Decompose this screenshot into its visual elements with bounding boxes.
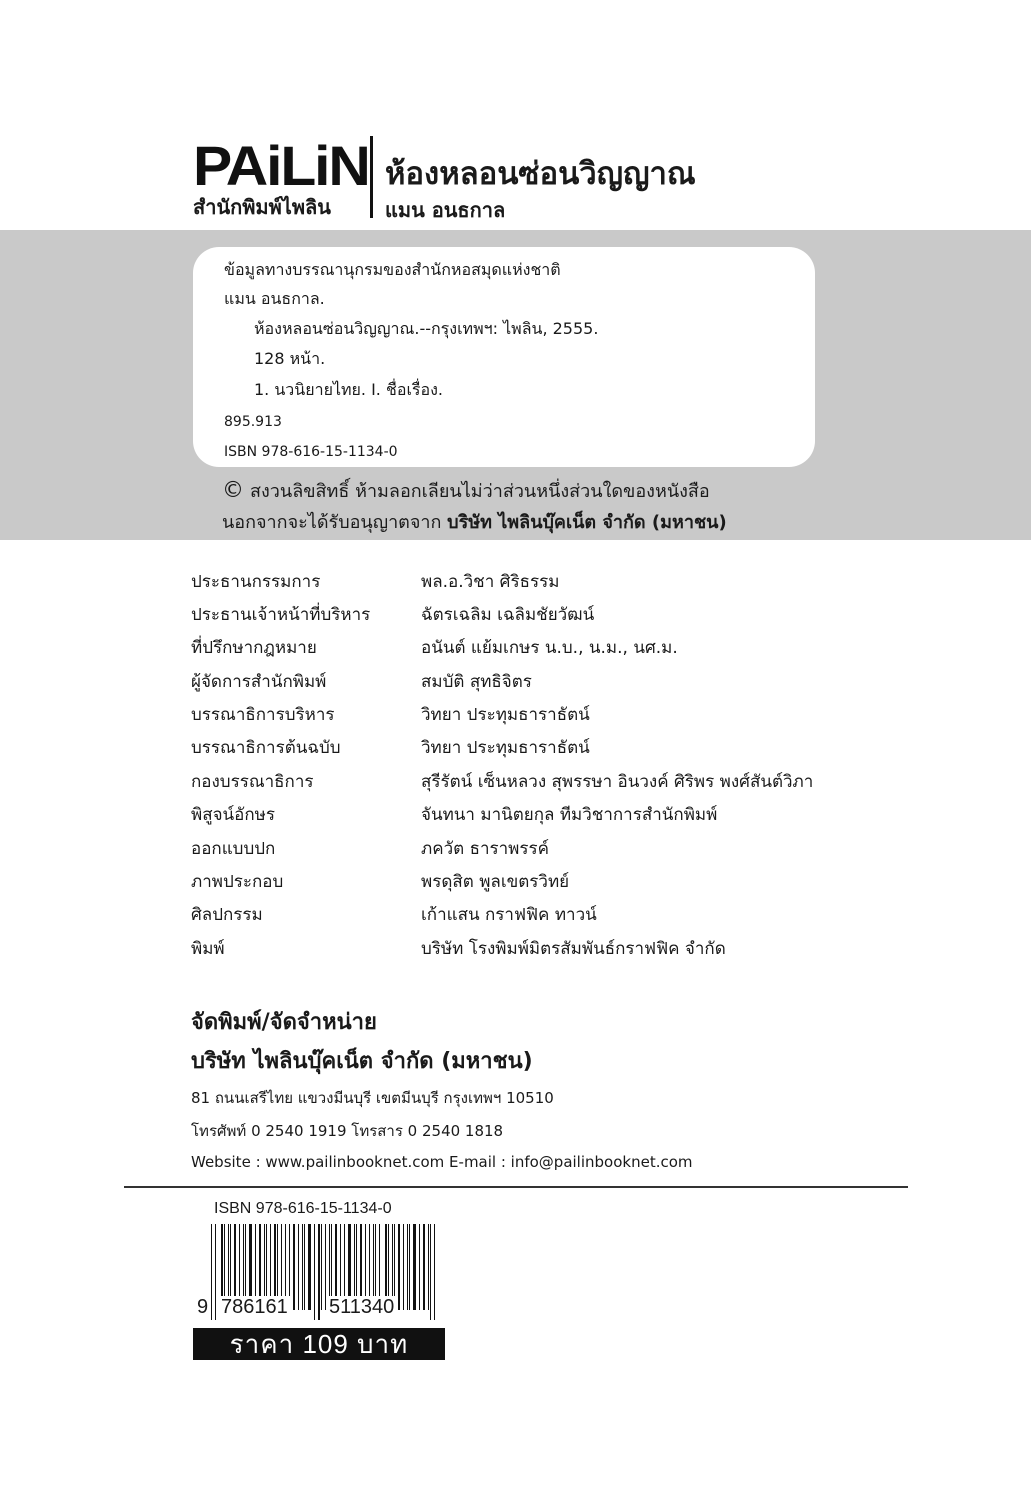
barcode-bar: [413, 1224, 416, 1310]
cip-pages: 128 หน้า.: [254, 349, 326, 368]
barcode-isbn-label: ISBN 978-616-15-1134-0: [214, 1200, 392, 1217]
publisher-address: 81 ถนนเสรีไทย แขวงมีนบุรี เขตมีนบุรี กรุงเทพฯ 10510: [191, 1089, 554, 1107]
staff-role: บรรณาธิการต้นฉบับ: [191, 738, 341, 758]
cip-author: แมน อนธกาล.: [224, 289, 325, 308]
header-divider: [370, 136, 373, 218]
barcode-bar: [298, 1224, 299, 1310]
section-divider: [124, 1186, 908, 1188]
copyright-line-2: [222, 511, 727, 535]
cip-classification: 895.913: [224, 414, 282, 430]
staff-role: ประธานเจ้าหน้าที่บริหาร: [191, 605, 371, 625]
barcode-bar: [419, 1224, 420, 1310]
barcode-bar: [293, 1224, 295, 1310]
cip-box: [193, 247, 815, 467]
barcode-bar: [430, 1224, 431, 1320]
copyright-symbol: ©: [222, 478, 244, 503]
barcode-bar: [325, 1224, 326, 1310]
staff-role: กองบรรณาธิการ: [191, 772, 314, 792]
book-author: แมน อนธกาล: [385, 198, 506, 222]
staff-name: อนันต์ แย้มเกษร น.บ., น.ม., นศ.ม.: [421, 638, 678, 658]
barcode-bar: [314, 1224, 315, 1320]
barcode-bar: [407, 1224, 408, 1310]
copyright-company: บริษัท ไพลินบุ๊คเน็ต จำกัด (มหาชน): [447, 512, 727, 533]
cip-heading: ข้อมูลทางบรรณานุกรมของสำนักหอสมุดแห่งชาติ: [224, 260, 561, 279]
staff-name: บริษัท โรงพิมพ์มิตรสัมพันธ์กราฟฟิค จำกัด: [421, 939, 726, 959]
staff-role: ศิลปกรรม: [191, 905, 263, 925]
publisher-logo: [193, 134, 369, 220]
staff-name: เก้าแสน กราฟฟิค ทาวน์: [421, 905, 597, 925]
publisher-phone: โทรศัพท์ 0 2540 1919 โทรสาร 0 2540 1818: [191, 1122, 504, 1140]
staff-role: ออกแบบปก: [191, 839, 276, 859]
staff-role: ภาพประกอบ: [191, 872, 284, 892]
publisher-name: บริษัท ไพลินบุ๊คเน็ต จำกัด (มหาชน): [191, 1049, 533, 1074]
staff-name: ฉัตรเฉลิม เฉลิมชัยวัฒน์: [421, 605, 595, 625]
staff-name: สุรีรัตน์ เซ็นหลวง สุพรรษา อินวงค์ ศิริพร พงศ์สันต์วิภา: [421, 772, 814, 792]
cip-isbn: ISBN 978-616-15-1134-0: [224, 444, 398, 460]
staff-name: สมบัติ สุทธิจิตร: [421, 672, 532, 692]
staff-role: ผู้จัดการสำนักพิมพ์: [191, 672, 327, 692]
barcode: [195, 1224, 445, 1328]
barcode-digits-right: 511340: [329, 1296, 395, 1318]
barcode-digit-first: 9: [197, 1296, 209, 1318]
staff-name: วิทยา ประทุมธาราธัตน์: [421, 705, 590, 725]
copyright-permission: นอกจากจะได้รับอนุญาตจาก: [222, 512, 442, 533]
staff-role: พิสูจน์อักษร: [191, 805, 276, 825]
barcode-bar: [321, 1224, 322, 1310]
staff-name: จันทนา มานิตยกุล ทีมวิชาการสำนักพิมพ์: [421, 805, 718, 825]
price-tag: ราคา 109 บาท: [193, 1328, 445, 1360]
staff-name: พล.อ.วิชา ศิริธรรม: [421, 572, 560, 592]
staff-role: พิมพ์: [191, 939, 225, 959]
barcode-bar: [302, 1224, 303, 1310]
publisher-contact: Website : www.pailinbooknet.com E-mail : info@pailinbooknet.com: [191, 1153, 693, 1171]
barcode-bar: [398, 1224, 400, 1310]
barcode-digits-left: 786161: [221, 1296, 288, 1318]
barcode-bar: [308, 1224, 311, 1310]
barcode-bar: [211, 1224, 212, 1320]
barcode-bar: [215, 1224, 216, 1320]
copyright-line-1: [222, 479, 710, 504]
staff-role: บรรณาธิการบริหาร: [191, 705, 335, 725]
staff-name: ภควัต ธาราพรรค์: [421, 839, 550, 859]
barcode-bar: [434, 1224, 435, 1320]
logo-subtitle: สำนักพิมพ์ไพลิน: [193, 195, 331, 219]
barcode-bar: [428, 1224, 429, 1310]
staff-role: ที่ปรึกษากฎหมาย: [191, 638, 317, 658]
barcode-bar: [409, 1224, 410, 1310]
staff-role: ประธานกรรมการ: [191, 572, 321, 592]
cip-subjects: 1. นวนิยายไทย. I. ชื่อเรื่อง.: [254, 380, 444, 399]
logo-wordmark: PAiLiN: [193, 134, 369, 197]
book-title: ห้องหลอนซ่อนวิญญาณ: [385, 156, 696, 192]
cip-title: ห้องหลอนซ่อนวิญญาณ.--กรุงเทพฯ: ไพลิน, 2555.: [254, 319, 599, 338]
barcode-bar: [403, 1224, 404, 1310]
barcode-bar: [304, 1224, 305, 1310]
barcode-bar: [423, 1224, 425, 1310]
publisher-heading: จัดพิมพ์/จัดจำหน่าย: [191, 1010, 377, 1035]
staff-name: วิทยา ประทุมธาราธัตน์: [421, 738, 590, 758]
barcode-bar: [318, 1224, 320, 1320]
staff-name: พรดุสิต พูลเขตรวิทย์: [421, 872, 570, 892]
copyright-text: สงวนลิขสิทธิ์ ห้ามลอกเลียนไม่ว่าส่วนหนึ่งส่วนใดของหนังสือ: [250, 481, 710, 502]
